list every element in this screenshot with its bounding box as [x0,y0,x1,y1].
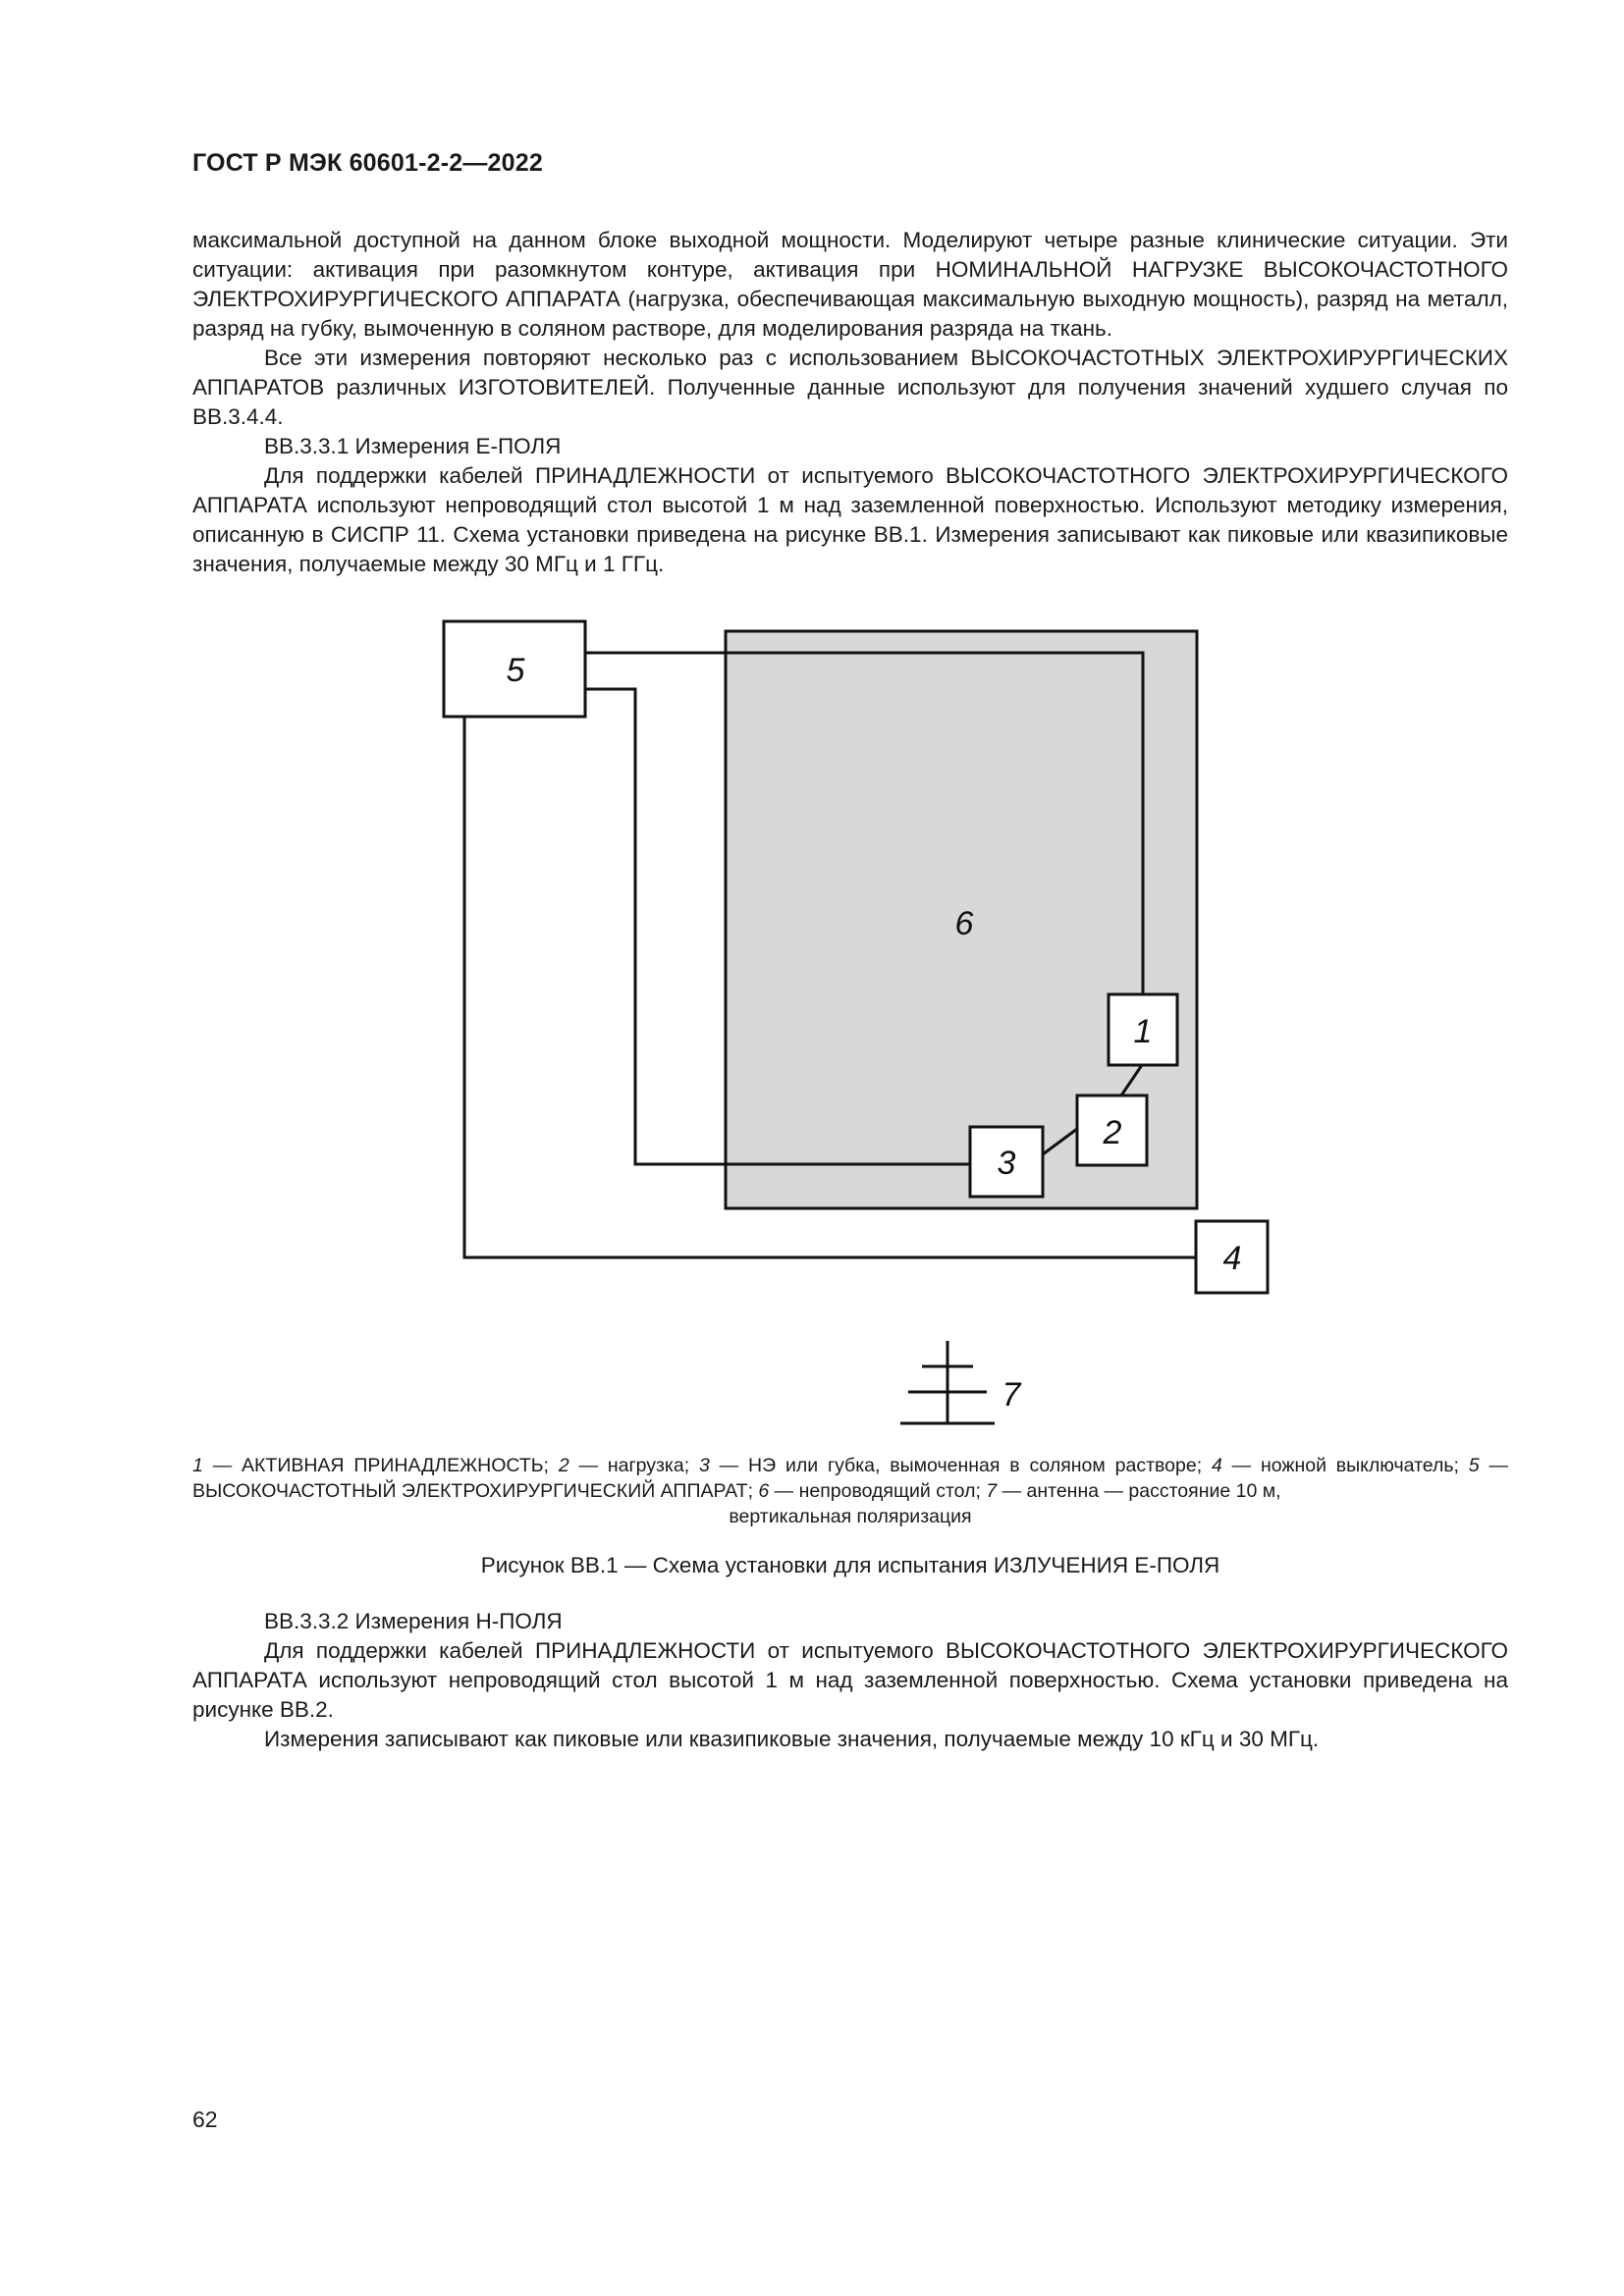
paragraph-1: максимальной доступной на данном блоке выходной мощности. Моделируют четыре разные клинические ситуации. Эти ситуации: активация при разомкнутом контуре, активация при НОМИНАЛЬНОЙ НАГРУЗКЕ ВЫСОКОЧАСТОТНОГО ЭЛЕКТРОХИРУРГИЧЕСКОГО АППАРАТА (нагрузка, обеспечивающая максимальную выходную мощность), разряд на металл, разряд на губку, вымоченную в соляном растворе, для моделирования разряда на ткань. [192,228,1508,341]
figure-caption: Рисунок ВВ.1 — Схема установки для испытания ИЗЛУЧЕНИЯ Е-ПОЛЯ [480,1553,1220,1577]
paragraph-2: Все эти измерения повторяют несколько раз с использованием ВЫСОКОЧАСТОТНЫХ ЭЛЕКТРОХИРУРГИЧЕСКИХ АППАРАТОВ различных ИЗГОТОВИТЕЛЕЙ. Полученные данные используют для получения значений худшего случая по ВВ.3.4.4. [192,346,1508,429]
label-7: 7 [1001,1376,1021,1414]
page-number: 62 [192,2107,218,2132]
legend-text-7: — антенна — расстояние 10 м, [997,1480,1281,1502]
label-1: 1 [1133,1013,1153,1050]
legend-last-line: вертикальная поляризация [729,1506,972,1527]
legend-text-3: — НЭ или губка, вымоченная в соляном растворе; [709,1455,1212,1476]
legend-text-1: — АКТИВНАЯ ПРИНАДЛЕЖНОСТЬ; [202,1455,559,1476]
paragraph-3: Для поддержки кабелей ПРИНАДЛЕЖНОСТИ от испытуемого ВЫСОКОЧАСТОТНОГО ЭЛЕКТРОХИРУРГИЧЕСКОГО АППАРАТА используют непроводящий стол высотой 1 м над заземленной поверхностью. Используют методику измерения, описанную в СИСПР 11. Схема установки приведена на рисунке ВВ.1. Измерения записывают как пиковые или квазипиковые значения, получаемые между 30 МГц и 1 ГГц. [192,463,1508,576]
legend-num-3: 3 [698,1455,710,1476]
legend-text-4: — ножной выключатель; [1221,1455,1469,1476]
legend-text-5: — ВЫСОКОЧАСТОТНЫЙ ЭЛЕКТРОХИРУРГИЧЕСКИЙ АППАРАТ; [192,1455,1508,1502]
section-heading-e-field: ВВ.3.3.1 Измерения Е-ПОЛЯ [264,434,562,458]
label-5: 5 [506,652,525,689]
legend-text-2: — нагрузка; [568,1455,699,1476]
label-6: 6 [954,905,974,942]
legend-lines [192,1453,1508,1504]
paragraph-5: Измерения записывают как пиковые или квазипиковые значения, получаемые между 10 кГц и 30 МГц. [264,1727,1320,1751]
label-2: 2 [1103,1114,1122,1151]
legend-num-2: 2 [558,1455,569,1476]
legend-num-4: 4 [1211,1455,1222,1476]
legend-num-6: 6 [758,1480,770,1502]
document-header: ГОСТ Р МЭК 60601-2-2—2022 [192,149,543,177]
legend-text-6: — непроводящий стол; [769,1480,987,1502]
body-bottom [192,1607,1508,1754]
paragraph-4: Для поддержки кабелей ПРИНАДЛЕЖНОСТИ от испытуемого ВЫСОКОЧАСТОТНОГО ЭЛЕКТРОХИРУРГИЧЕСКОГО АППАРАТА используют непроводящий стол высотой 1 м над заземленной поверхностью. Схема установки приведена на рисунке ВВ.2. [192,1638,1508,1722]
label-4: 4 [1222,1240,1242,1277]
section-heading-h-field: ВВ.3.3.2 Измерения Н-ПОЛЯ [264,1609,563,1633]
label-3: 3 [997,1145,1016,1182]
legend-num-5: 5 [1468,1455,1480,1476]
legend-num-7: 7 [986,1480,998,1502]
legend-num-1: 1 [192,1455,203,1476]
figure-legend [192,1453,1508,1529]
antenna-symbol [900,1341,995,1423]
